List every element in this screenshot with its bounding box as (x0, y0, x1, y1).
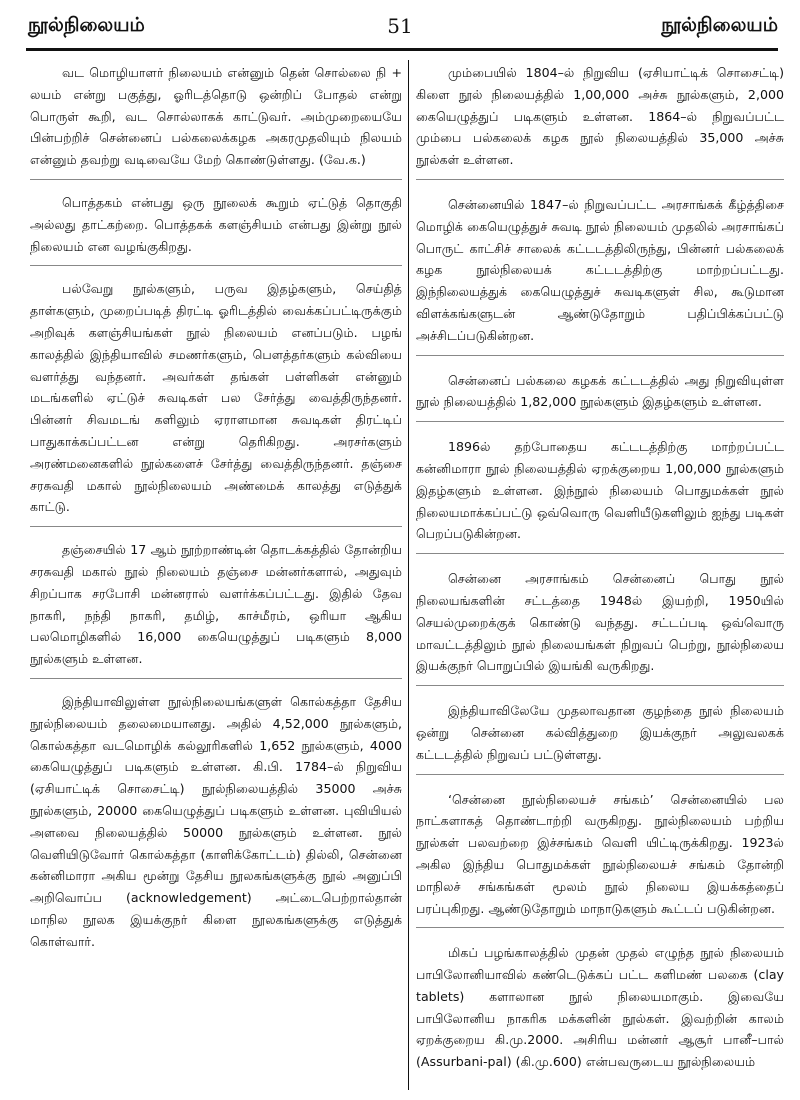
header-left-title: நூல்நிலையம் (28, 14, 145, 36)
page-header (0, 0, 800, 60)
right-column (416, 62, 784, 1095)
paragraph: சென்னை அரசாங்கம் சென்னைப் பொது நூல் நிலையங்களின் சட்டத்தை 1948ல் இயற்றி, 1950யில் செயல்முறைக்குக் கொண்டு வந்தது. சட்டப்படி ஒவ்வொரு மாவட்டத்திலும் நூல் நிலையங்கள் நிறுவப் பெற்று, நூல்நிலைய இயக்குநர் பொறுப்பில் இயங்கி வருகிறது. (416, 568, 784, 686)
paragraph: இந்தியாவிலேயே முதலாவதான குழந்தை நூல் நிலையம் ஒன்று சென்னை கல்வித்துறை இயக்குநர் அலுவலகக் கட்டடத்தில் நிறுவப் பட்டுள்ளது. (416, 700, 784, 774)
paragraph: தஞ்சையில் 17 ஆம் நூற்றாண்டின் தொடக்கத்தில் தோன்றிய சரசுவதி மகால் நூல் நிலையம் தஞ்சை மன்னர்களால், அதுவும் சிறப்பாக சரபோசி மன்னரால் வளர்க்கப்பட்டது. இதில் தேவ நாகரி, நந்தி நாகரி, தமிழ், காச்மீரம், ஒரியா ஆகிய பலமொழிகளில் 16,000 கையெழுத்துப் படிகளும் 8,000 நூல்களும் உள்ளன. (30, 539, 402, 679)
paragraph: ‘சென்னை நூல்நிலையச் சங்கம்’ சென்னையில் பல நாட்களாகத் தொண்டாற்றி வருகிறது. நூல்நிலையம் பற்றிய நூல்கள் பலவற்றை இச்சங்கம் வெளி யிட்டிருக்கிறது. 1923ல் அகில இந்திய பொதுமக்கள் நூல்நிலையச் சங்கம் தோன்றி மாநிலச் சங்கங்கள் மூலம் நூல் நிலைய இயக்கத்தைப் பரப்புகிறது. ஆண்டுதோறும் மாநாடுகளும் கூட்டப் படுகின்றன. (416, 789, 784, 929)
header-right-title: நூல்நிலையம் (661, 14, 778, 36)
paragraph: மும்பையில் 1804–ல் நிறுவிய (ஏசியாட்டிக் சொசைட்டி) கிளை நூல் நிலையத்தில் 1,00,000 அச்சு நூல்களும், 2,000 கையெழுத்துப் படிகளும் உள்ளன. 1864–ல் நிறுவப்பட்ட மும்பை பல்கலைக் கழக நூல் நிலையத்தில் 35,000 அச்சு நூல்கள் உள்ளன. (416, 62, 784, 180)
page-number: 51 (387, 14, 413, 38)
paragraph: சென்னையில் 1847–ல் நிறுவப்பட்ட அரசாங்கக் கீழ்த்திசை மொழிக் கையெழுத்துச் சுவடி நூல் நிலையம் முதலில் அரசாங்கப் பொருட் காட்சிச் சாலைக் கட்டடத்திலிருந்து, பின்னர் பல்கலைக் கழக நூல்நிலையக் கட்டடத்திற்கு மாற்றப்பட்டது. இந்நிலையத்துக் கையெழுத்துச் சுவடிகளுள் சில, கூடுமான விளக்கங்களுடன் ஆண்டுதோறும் பதிப்பிக்கப்பட்டு அச்சிடப்படுகின்றன. (416, 194, 784, 356)
paragraph: வட மொழியாளர் நிலையம் என்னும் தென் சொல்லை நி + லயம் என்று பகுத்து, ஓரிடத்தொடு ஒன்றிப் போதல் என்று பொருள் கூறி, வட சொல்லாகக் காட்டுவர். அம்முறையையே பின்பற்றிச் சென்னைப் பல்கலைக்கழக அகரமுதலியும் நிலயம் என்னும் தவற்று வடிவையே மேற் கொண்டுள்ளது. (வே.க.) (30, 62, 402, 180)
paragraph: பல்வேறு நூல்களும், பருவ இதழ்களும், செய்தித் தாள்களும், முறைப்படித் திரட்டி ஓரிடத்தில் வைக்கப்பட்டிருக்கும் அறிவுக் களஞ்சியங்கள் நூல் நிலையம் எனப்படும். பழங் காலத்தில் இந்தியாவில் சமணர்களும், பௌத்தர்களும் கல்வியை வளர்த்து வந்தனர். அவர்கள் தங்கள் பள்ளிகள் என்னும் மடங்களில் ஏட்டுச் சுவடிகள் பல சேர்த்து வைத்திருந்தனர். பின்னர் சிவமடங் களிலும் ஏராளமான சுவடிகள் திரட்டிப் பாதுகாக்கப்பட்டன என்று தெரிகிறது. அரசர்களும் அரண்மனைகளில் நூல்களைச் சேர்த்து வைத்திருந்தனர். தஞ்சை சரசுவதி மகால் நூல்நிலையம் அண்மைக் காலத்து எடுத்துக் காட்டு. (30, 278, 402, 527)
header-rule (26, 48, 778, 51)
paragraph: பொத்தகம் என்பது ஒரு நூலைக் கூறும் ஏட்டுத் தொகுதி அல்லது தாட்கற்றை. பொத்தகக் களஞ்சியம் என்பது இன்று நூல் நிலையம் என வழங்குகிறது. (30, 192, 402, 266)
paragraph: சென்னைப் பல்கலை கழகக் கட்டடத்தில் அது நிறுவியுள்ள நூல் நிலையத்தில் 1,82,000 நூல்களும் இதழ்களும் உள்ளன. (416, 370, 784, 423)
paragraph: 1896ல் தற்போதைய கட்டடத்திற்கு மாற்றப்பட்ட கன்னிமாரா நூல் நிலையத்தில் ஏறக்குறைய 1,00,000 நூல்களும் இதழ்களும் உள்ளன. இந்நூல் நிலையம் பொதுமக்கள் நூல் நிலையமாக்கப்பட்டு ஒவ்வொரு வெளியீடுகளிலும் ஐந்து படிகள் பெறப்படுகின்றன. (416, 436, 784, 554)
paragraph: இந்தியாவிலுள்ள நூல்நிலையங்களுள் கொல்கத்தா தேசிய நூல்நிலையம் தலைமையானது. அதில் 4,52,000 நூல்களும், கொல்கத்தா வடமொழிக் கல்லூரிகளில் 1,652 நூல்களும், 4000 கையெழுத்துப் படிகளும் உள்ளன. கி.பி. 1784–ல் நிறுவிய (ஏசியாட்டிக் சொசைட்டி) நூல்நிலையத்தில் 35000 அச்சு நூல்களும், 20000 கையெழுத்துப் படிகளும் உள்ளன. புவியியல் அளவை நிலையத்தில் 50000 நூல்களும் உள்ளன. நூல் வெளியிடுவோர் கொல்கத்தா (காளிக்கோட்டம்) தில்லி, சென்னை கன்னிமாரா அகிய மூன்று தேசிய நூலகங்களுக்கு நூல் அனுப்பி அறிவொப்ப (acknowledgement) அட்டைபெற்றால்தான் மாநில நூலக இயக்குநர் கிளை நூலகங்களுக்கு எடுத்துக் கொள்வார். (30, 693, 402, 949)
column-divider (408, 60, 409, 1090)
paragraph: மிகப் பழங்காலத்தில் முதன் முதல் எழுந்த நூல் நிலையம் பாபிலோனியாவில் கண்டெடுக்கப் பட்ட களிமண் பலகை (clay tablets) களாலான நூல் நிலையமாகும். இவையே பாபிலோனிய நாகரிக மக்களின் நூல்கள். இவற்றின் காலம் ஏறக்குறைய கி.மு.2000. அசிரிய மன்னர் ஆசூர் பானீ–பால் (Assurbani-pal) (கி.மு.600) என்பவருடைய நூல்நிலையம் (416, 945, 784, 1070)
left-column (30, 62, 402, 972)
